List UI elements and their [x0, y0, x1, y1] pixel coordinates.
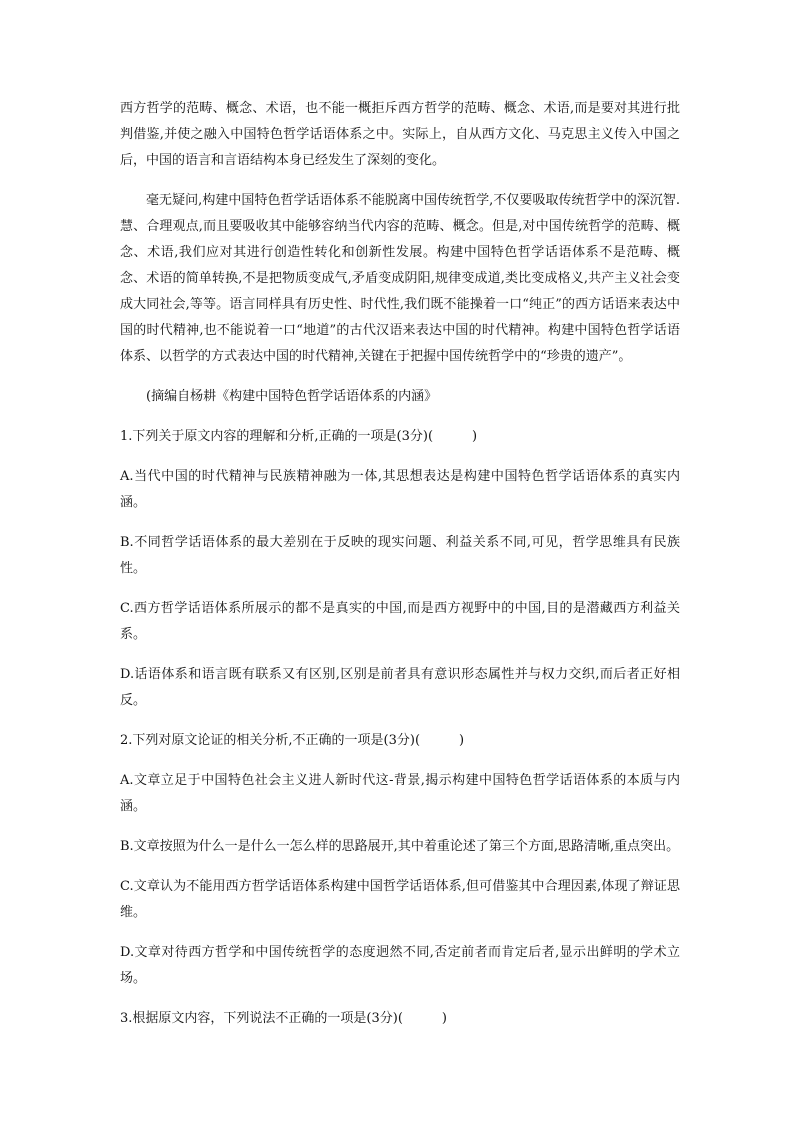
- option-c: C.文章认为不能用西方哲学话语体系构建中国哲学话语体系,但可借鉴其中合理因素,体现了辩证思维。: [120, 879, 680, 920]
- option-c: C.西方哲学话语体系所展示的都不是真实的中国,而是西方视野中的中国,目的是潜藏西方利益关系。: [120, 601, 680, 642]
- question-stem: 3.根据原文内容，下列说法不正确的一项是(3分)( ): [120, 1011, 447, 1026]
- document-body: [120, 96, 680, 1046]
- option-a: A.文章立足于中国特色社会主义进人新时代这-背景,揭示构建中国特色哲学话语体系的本质与内涵。: [120, 773, 680, 814]
- option-d: D.话语体系和语言既有联系又有区别,区别是前者具有意识形态属性并与权力交织,而后者正好相反。: [120, 667, 680, 708]
- paragraph-main: 毫无疑问,构建中国特色哲学话语体系不能脱离中国传统哲学,不仅要吸取传统哲学中的深沉智.慧、合理观点,而且要吸收其中能够容纳当代内容的范畴、概念。但是,对中国传统哲学的范畴、概念、术语,我们应对其进行创造性转化和创新性发展。构建中国特色哲学话语体系不是范畴、概念、术语的简单转换,不是把物质变成气,矛盾变成阴阳,规律变成道,类比变成格义,共产主义社会变成大同社会,等等。语言同样具有历史性、时代性,我们既不能操着一口“纯正”的西方话语来表达中国的时代精神,也不能说着一口“地道”的古代汉语来表达中国的时代精神。构建中国特色哲学话语体系、以哲学的方式表达中国的时代精神,关键在于把握中国传统哲学中的“珍贵的遗产”。: [120, 193, 680, 364]
- question-stem: 1.下列关于原文内容的理解和分析,正确的一项是(3分)( ): [120, 429, 478, 444]
- option-b: B.不同哲学话语体系的最大差别在于反映的现实问题、利益关系不同,可见，哲学思维具有民族性。: [120, 535, 680, 576]
- option-a: A.当代中国的时代精神与民族精神融为一体,其思想表达是构建中国特色哲学话语体系的真实内涵。: [120, 469, 680, 510]
- paragraph-continuation: 西方哲学的范畴、概念、术语，也不能一概拒斥西方哲学的范畴、概念、术语,而是要对其进行批判借鉴,并使之融入中国特色哲学话语体系之中。实际上，自从西方文化、马克思主义传入中国之后，中国的语言和言语结构本身已经发生了深刻的变化。: [120, 101, 680, 168]
- option-d: D.文章对待西方哲学和中国传统哲学的态度迥然不同,否定前者而肯定后者,显示出鲜明的学术立场。: [120, 945, 680, 986]
- question-3: [120, 1006, 680, 1032]
- question-2: [120, 728, 680, 992]
- question-stem: 2.下列对原文论证的相关分析,不正确的一项是(3分)( ): [120, 733, 465, 748]
- option-b: B.文章按照为什么一是什么一怎么样的思路展开,其中着重论述了第三个方面,思路清晰,重点突出。: [120, 839, 680, 854]
- question-1: [120, 424, 680, 714]
- source-citation: (摘编自杨耕《构建中国特色哲学话语体系的内涵》: [146, 389, 438, 404]
